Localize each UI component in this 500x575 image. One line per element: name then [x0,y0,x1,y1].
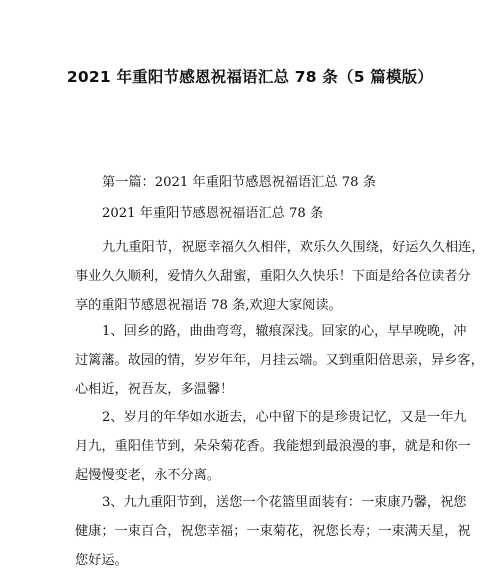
subheading-article-title-text: 2021 年重阳节感恩祝福语汇总 78 条 [102,206,324,221]
document-title: 2021 年重阳节感恩祝福语汇总 78 条（5 篇模版） [66,68,434,86]
paragraph-line: 起慢慢变老，永不分离。 [75,468,221,483]
paragraph-line: 过篱藩。故园的情，岁岁年年，月挂云端。又到重阳倍思亲，异乡客， [75,353,484,368]
paragraph-line: 事业久久顺利，爱情久久甜蜜，重阳久久快乐！下面是给各位读者分 [75,269,471,284]
subheading-first-article-text: 第一篇：2021 年重阳节感恩祝福语汇总 78 条 [102,175,376,190]
paragraph-item-3 [75,488,471,575]
paragraph-item-1 [75,317,484,404]
paragraph-line: 1、回乡的路，曲曲弯弯，辙痕深浅。回家的心，早早晚晚，冲 [102,324,467,339]
paragraph-line: 九九重阳节，祝愿幸福久久相伴，欢乐久久围绕，好运久久相连， [102,240,485,255]
subheading-article-title [75,201,457,226]
paragraph-line: 您好运。 [75,553,128,568]
paragraph-item-2 [75,403,471,490]
subheading-first-article [75,170,457,195]
paragraph-line: 3、九九重阳节到，送您一个花篮里面装有：一束康乃馨，祝您 [102,495,467,510]
paragraph-line: 月九，重阳佳节到，朵朵菊花香。我能想到最浪漫的事，就是和你一 [75,439,471,454]
paragraph-line: 心相近，祝吾友，多温馨！ [75,382,234,397]
paragraph-intro [75,233,485,320]
paragraph-line: 健康；一束百合，祝您幸福；一束菊花，祝您长寿；一束满天星，祝 [75,524,471,539]
paragraph-line: 2、岁月的年华如水逝去，心中留下的是珍贵记忆，又是一年九 [102,410,467,425]
paragraph-line: 享的重阳节感恩祝福语 78 条,欢迎大家阅读。 [75,298,342,313]
